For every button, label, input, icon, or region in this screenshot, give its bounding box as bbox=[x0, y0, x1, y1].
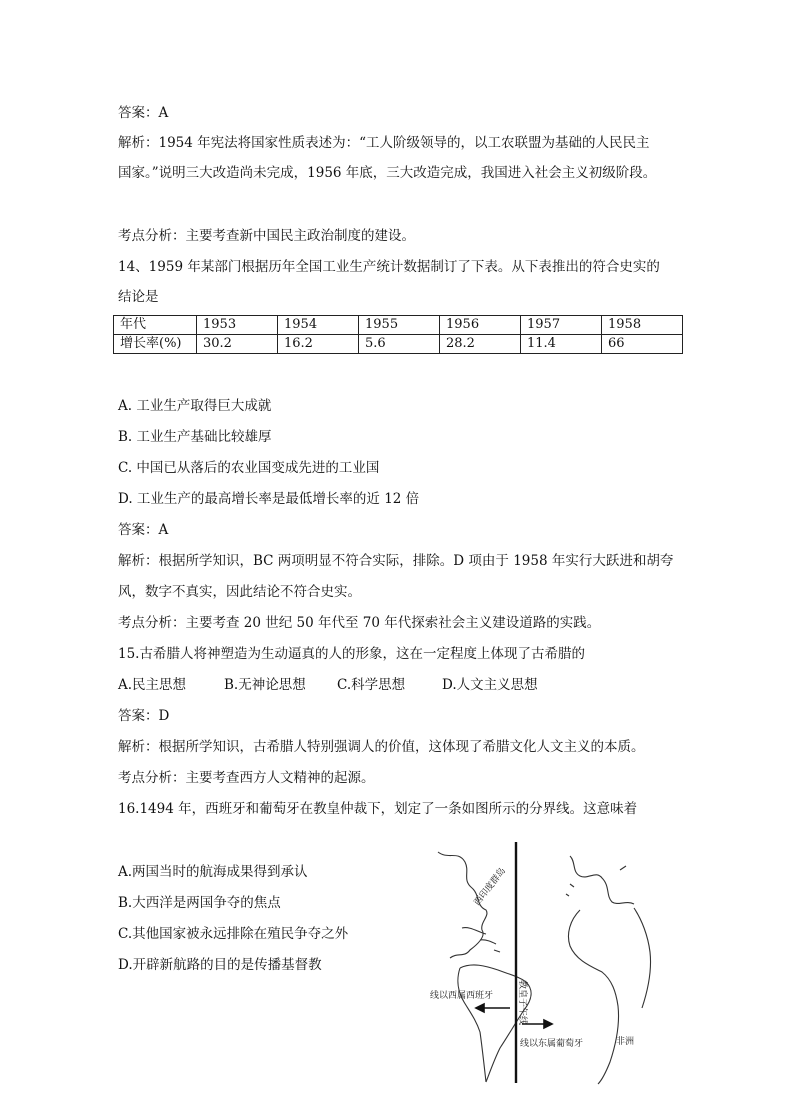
q13-analysis-line1: 解析：1954 年宪法将国家性质表述为：“工人阶级领导的，以工农联盟为基础的人民民主 bbox=[118, 135, 650, 151]
q14-exam-point: 考点分析：主要考查 20 世纪 50 年代至 70 年代探索社会主义建设道路的实践。 bbox=[118, 615, 601, 631]
q14-option-d: D. 工业生产的最高增长率是最低增长率的近 12 倍 bbox=[118, 491, 420, 507]
q16-option-d: D.开辟新航路的目的是传播基督教 bbox=[118, 957, 322, 973]
demarcation-line-map bbox=[420, 840, 660, 1085]
map-label-east: 线以东属葡萄牙 bbox=[520, 1039, 584, 1049]
q15-answer: 答案：D bbox=[118, 708, 170, 724]
q13-analysis-line2: 国家。”说明三大改造尚未完成，1956 年底，三大改造完成，我国进入社会主义初级阶段。 bbox=[118, 165, 657, 181]
table-row bbox=[114, 316, 683, 335]
q14-option-c: C. 中国已从落后的农业国变成先进的工业国 bbox=[118, 460, 380, 476]
table-cell: 1954 bbox=[278, 316, 359, 335]
table-cell: 1955 bbox=[359, 316, 440, 335]
q16-option-c: C.其他国家被永远排除在殖民争夺之外 bbox=[118, 926, 349, 942]
q15-option-a: A.民主思想 bbox=[118, 677, 187, 693]
q16-stem: 16.1494 年，西班牙和葡萄牙在教皇仲裁下，划定了一条如图所示的分界线。这意味着 bbox=[118, 801, 638, 817]
q15-exam-point: 考点分析：主要考查西方人文精神的起源。 bbox=[118, 770, 375, 786]
q14-analysis-line2: 风，数字不真实，因此结论不符合史实。 bbox=[118, 584, 361, 600]
q15-option-b: B.无神论思想 bbox=[224, 677, 306, 693]
q15-option-c: C.科学思想 bbox=[337, 677, 406, 693]
growth-rate-table bbox=[113, 315, 683, 354]
table-cell: 28.2 bbox=[440, 335, 521, 354]
q15-analysis: 解析：根据所学知识，古希腊人特别强调人的价值，这体现了希腊文化人文主义的本质。 bbox=[118, 739, 645, 755]
q16-option-b: B.大西洋是两国争夺的焦点 bbox=[118, 895, 281, 911]
table-header-rate: 增长率(%) bbox=[114, 335, 197, 354]
q14-analysis-line1: 解析：根据所学知识，BC 两项明显不符合实际，排除。D 项由于 1958 年实行大跃进和胡夸 bbox=[118, 553, 674, 569]
table-cell: 30.2 bbox=[197, 335, 278, 354]
q14-stem-line2: 结论是 bbox=[118, 289, 159, 305]
east-arrowhead bbox=[544, 1020, 552, 1028]
west-arrowhead bbox=[476, 1004, 484, 1012]
table-cell: 16.2 bbox=[278, 335, 359, 354]
table-cell: 66 bbox=[602, 335, 683, 354]
q14-answer: 答案：A bbox=[118, 522, 169, 538]
table-header-year: 年代 bbox=[114, 316, 197, 335]
q13-answer: 答案：A bbox=[118, 105, 169, 121]
table-row bbox=[114, 335, 683, 354]
q13-exam-point: 考点分析：主要考查新中国民主政治制度的建设。 bbox=[118, 228, 415, 244]
q14-option-b: B. 工业生产基础比较雄厚 bbox=[118, 429, 272, 445]
table-cell: 5.6 bbox=[359, 335, 440, 354]
caribbean-islands bbox=[462, 928, 500, 952]
map-label-africa: 非洲 bbox=[616, 1037, 635, 1047]
europe-coast bbox=[570, 856, 634, 904]
table-cell: 1957 bbox=[521, 316, 602, 335]
table-cell: 1956 bbox=[440, 316, 521, 335]
table-cell: 11.4 bbox=[521, 335, 602, 354]
map-label-islands: 西印度群岛 bbox=[472, 866, 509, 908]
africa-coast bbox=[568, 908, 650, 1084]
map-label-line: 教皇子午线 bbox=[517, 980, 527, 1026]
q16-option-a: A.两国当时的航海成果得到承认 bbox=[118, 864, 308, 880]
q15-option-d: D.人文主义思想 bbox=[442, 677, 538, 693]
table-cell: 1958 bbox=[602, 316, 683, 335]
map-label-west: 线以西属西班牙 bbox=[430, 991, 494, 1001]
q15-stem: 15.古希腊人将神塑造为生动逼真的人的形象，这在一定程度上体现了古希腊的 bbox=[118, 646, 585, 662]
table-cell: 1953 bbox=[197, 316, 278, 335]
q14-option-a: A. 工业生产取得巨大成就 bbox=[118, 398, 272, 414]
q14-stem-line1: 14、1959 年某部门根据历年全国工业生产统计数据制订了下表。从下表推出的符合史实的 bbox=[118, 259, 660, 275]
